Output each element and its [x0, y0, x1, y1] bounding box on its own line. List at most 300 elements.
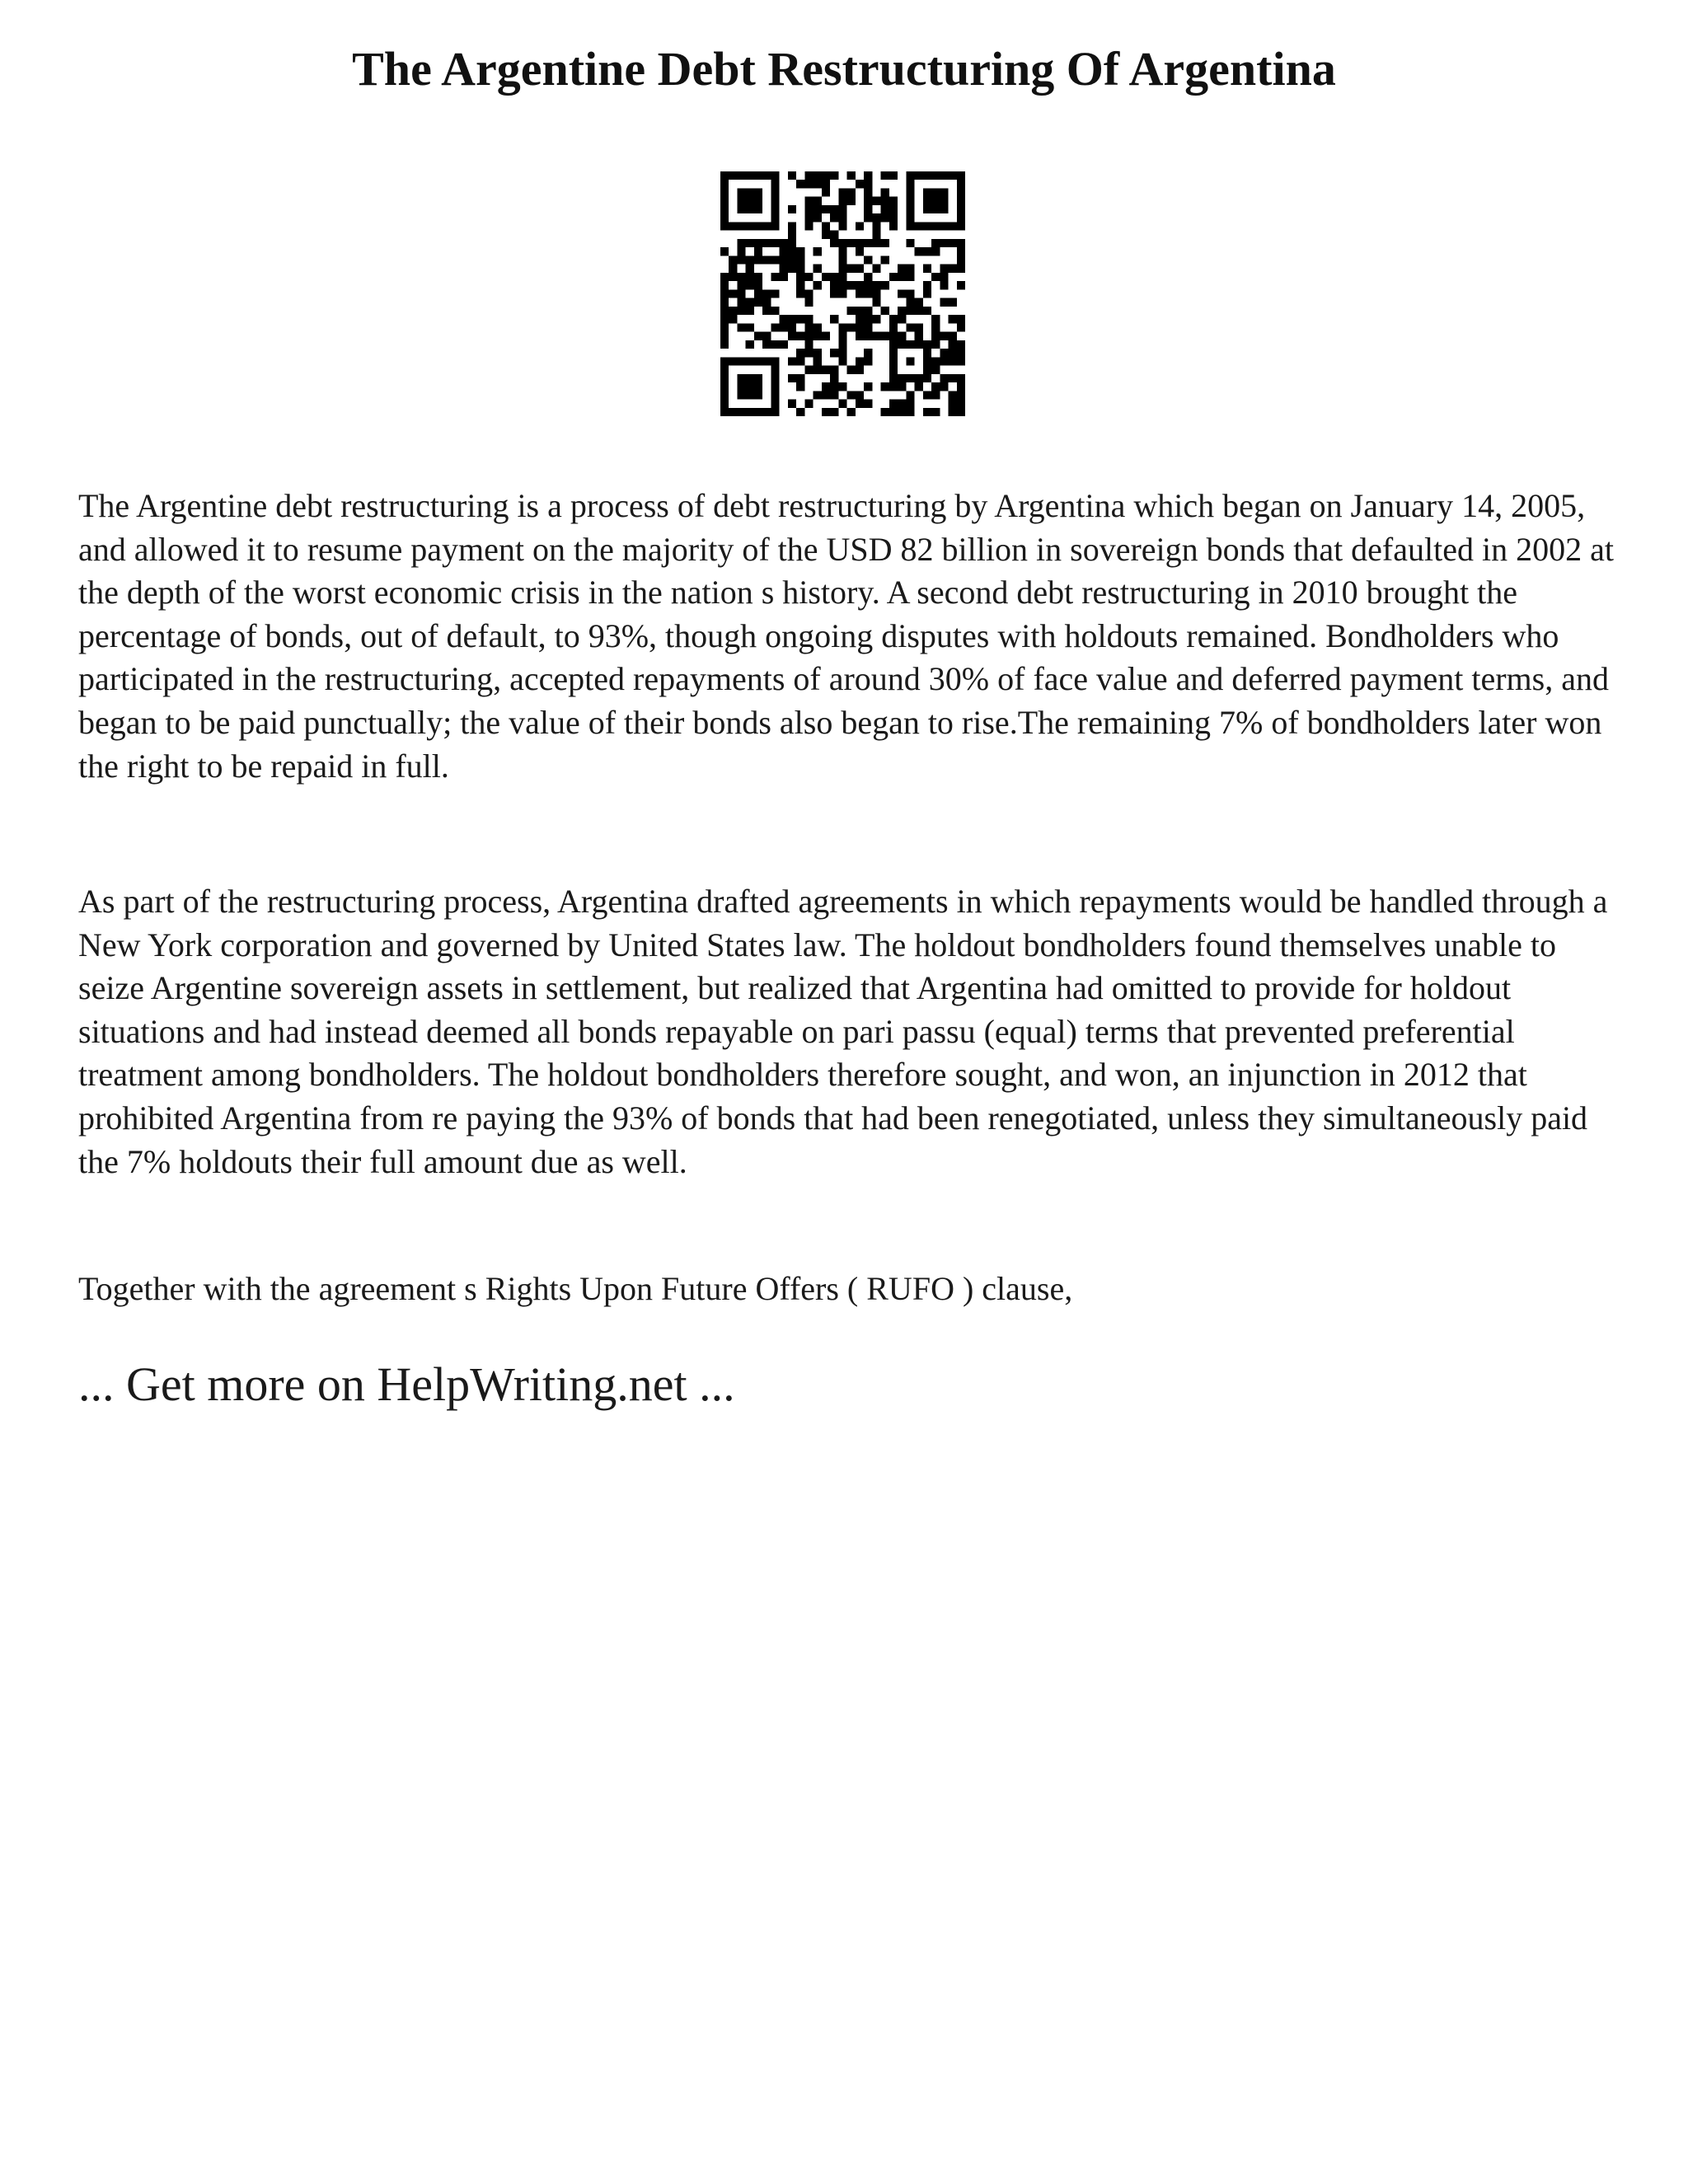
qr-module — [754, 247, 762, 255]
qr-module — [804, 222, 813, 230]
qr-module — [881, 188, 889, 196]
qr-module — [771, 273, 779, 281]
qr-module — [771, 188, 779, 196]
qr-module — [915, 247, 923, 255]
qr-module — [906, 197, 914, 205]
qr-module — [720, 340, 729, 349]
qr-module — [856, 366, 864, 374]
qr-module — [729, 408, 737, 416]
qr-module — [754, 273, 762, 281]
qr-module — [889, 205, 898, 213]
qr-module — [746, 255, 754, 264]
qr-module — [771, 323, 779, 331]
qr-module — [872, 231, 880, 239]
qr-module — [771, 222, 779, 230]
qr-module — [780, 273, 788, 281]
qr-module — [864, 400, 872, 408]
qr-module — [889, 332, 898, 340]
qr-module — [788, 222, 796, 230]
qr-module — [889, 197, 898, 205]
qr-module — [771, 400, 779, 408]
qr-module — [754, 382, 762, 391]
qr-module — [720, 408, 729, 416]
qr-module — [720, 323, 729, 331]
qr-module — [898, 340, 906, 349]
qr-module — [957, 340, 965, 349]
qr-module — [838, 205, 846, 213]
qr-module — [957, 188, 965, 196]
qr-module — [788, 400, 796, 408]
qr-module — [940, 382, 948, 391]
qr-module — [957, 374, 965, 382]
qr-module — [931, 366, 940, 374]
qr-module — [915, 332, 923, 340]
qr-module — [830, 273, 838, 281]
qr-module — [872, 281, 880, 289]
qr-module — [746, 298, 754, 307]
qr-module — [814, 180, 822, 188]
qr-module — [889, 374, 898, 382]
qr-module — [847, 307, 856, 315]
qr-module — [729, 265, 737, 273]
qr-module — [881, 307, 889, 315]
qr-module — [940, 349, 948, 357]
qr-module — [949, 374, 957, 382]
qr-module — [746, 239, 754, 247]
qr-module — [864, 382, 872, 391]
qr-module — [746, 340, 754, 349]
qr-module — [856, 323, 864, 331]
qr-module — [923, 281, 931, 289]
qr-module — [814, 349, 822, 357]
qr-module — [906, 180, 914, 188]
qr-module — [838, 273, 846, 281]
qr-module — [804, 323, 813, 331]
qr-module — [923, 307, 931, 315]
qr-module — [720, 171, 729, 180]
qr-module — [771, 307, 779, 315]
qr-module — [754, 188, 762, 196]
qr-module — [754, 255, 762, 264]
qr-module — [923, 366, 931, 374]
qr-module — [720, 180, 729, 188]
qr-module — [771, 366, 779, 374]
qr-module — [864, 239, 872, 247]
qr-module — [814, 281, 822, 289]
qr-module — [872, 239, 880, 247]
qr-module — [856, 289, 864, 298]
qr-module — [881, 281, 889, 289]
qr-module — [771, 255, 779, 264]
qr-module — [754, 298, 762, 307]
qr-module — [906, 357, 914, 365]
qr-module — [856, 222, 864, 230]
qr-code-icon[interactable] — [720, 171, 965, 416]
qr-module — [814, 197, 822, 205]
qr-module — [847, 239, 856, 247]
qr-module — [864, 213, 872, 222]
qr-module — [931, 171, 940, 180]
qr-module — [804, 273, 813, 281]
qr-module — [957, 315, 965, 323]
qr-module — [957, 323, 965, 331]
qr-module — [881, 197, 889, 205]
qr-module — [771, 340, 779, 349]
qr-module — [720, 315, 729, 323]
qr-module — [814, 323, 822, 331]
qr-module — [788, 205, 796, 213]
qr-module — [804, 197, 813, 205]
qr-module — [847, 366, 856, 374]
qr-module — [898, 273, 906, 281]
qr-module — [872, 222, 880, 230]
qr-module — [856, 239, 864, 247]
qr-module — [864, 180, 872, 188]
qr-module — [814, 366, 822, 374]
qr-module — [822, 222, 830, 230]
qr-module — [737, 391, 745, 399]
qr-module — [838, 255, 846, 264]
qr-module — [804, 366, 813, 374]
qr-module — [780, 255, 788, 264]
qr-module — [804, 332, 813, 340]
qr-module — [737, 188, 745, 196]
qr-module — [856, 247, 864, 255]
qr-module — [889, 366, 898, 374]
qr-module — [940, 222, 948, 230]
qr-module — [771, 382, 779, 391]
qr-module — [737, 357, 745, 365]
qr-module — [746, 374, 754, 382]
qr-module — [822, 205, 830, 213]
qr-module — [931, 357, 940, 365]
qr-module — [746, 357, 754, 365]
qr-module — [957, 281, 965, 289]
qr-module — [838, 357, 846, 365]
qr-module — [822, 171, 830, 180]
qr-module — [746, 197, 754, 205]
qr-module — [771, 239, 779, 247]
qr-module — [780, 340, 788, 349]
qr-module — [838, 222, 846, 230]
qr-module — [838, 247, 846, 255]
qr-module — [889, 382, 898, 391]
qr-module — [889, 171, 898, 180]
qr-module — [788, 357, 796, 365]
qr-module — [872, 265, 880, 273]
qr-module — [856, 391, 864, 399]
qr-module — [788, 315, 796, 323]
qr-module — [771, 180, 779, 188]
qr-module — [949, 391, 957, 399]
qr-module — [746, 171, 754, 180]
qr-module — [830, 391, 838, 399]
qr-module — [754, 289, 762, 298]
qr-module — [923, 357, 931, 365]
qr-module — [762, 307, 771, 315]
qr-module — [949, 332, 957, 340]
qr-module — [889, 273, 898, 281]
qr-module — [847, 281, 856, 289]
qr-module — [957, 255, 965, 264]
qr-module — [915, 382, 923, 391]
qr-module — [804, 171, 813, 180]
qr-module — [923, 171, 931, 180]
qr-module — [762, 332, 771, 340]
qr-module — [737, 323, 745, 331]
qr-module — [830, 408, 838, 416]
qr-module — [788, 374, 796, 382]
qr-module — [856, 281, 864, 289]
qr-module — [931, 247, 940, 255]
qr-module — [729, 357, 737, 365]
qr-module — [804, 315, 813, 323]
qr-module — [889, 408, 898, 416]
qr-module — [889, 400, 898, 408]
qr-module — [864, 197, 872, 205]
qr-module — [931, 205, 940, 213]
qr-module — [762, 357, 771, 365]
qr-module — [889, 323, 898, 331]
qr-module — [906, 307, 914, 315]
qr-module — [746, 307, 754, 315]
qr-module — [949, 400, 957, 408]
qr-module — [881, 255, 889, 264]
qr-module — [923, 197, 931, 205]
qr-module — [940, 273, 948, 281]
qr-module — [906, 408, 914, 416]
qr-module — [838, 239, 846, 247]
qr-module — [949, 357, 957, 365]
qr-module — [931, 315, 940, 323]
qr-module — [898, 307, 906, 315]
qr-module — [864, 205, 872, 213]
qr-module — [864, 255, 872, 264]
qr-module — [729, 222, 737, 230]
qr-module — [746, 188, 754, 196]
qr-module — [915, 222, 923, 230]
qr-module — [864, 357, 872, 365]
qr-module — [788, 247, 796, 255]
qr-module — [906, 205, 914, 213]
qr-module — [931, 273, 940, 281]
qr-module — [788, 171, 796, 180]
qr-module — [804, 298, 813, 307]
qr-module — [788, 265, 796, 273]
qr-module — [737, 289, 745, 298]
qr-module — [949, 315, 957, 323]
get-more-link[interactable]: ... Get more on HelpWriting.net ... — [78, 1357, 735, 1411]
qr-module — [796, 382, 804, 391]
qr-module — [940, 332, 948, 340]
qr-module — [949, 298, 957, 307]
qr-module — [754, 408, 762, 416]
qr-module — [847, 391, 856, 399]
qr-module — [940, 197, 948, 205]
qr-module — [949, 408, 957, 416]
qr-module — [754, 391, 762, 399]
qr-module — [931, 340, 940, 349]
qr-module — [720, 374, 729, 382]
qr-module — [915, 307, 923, 315]
qr-module — [771, 205, 779, 213]
qr-module — [847, 265, 856, 273]
qr-module — [838, 382, 846, 391]
qr-module — [771, 391, 779, 399]
qr-module — [940, 171, 948, 180]
qr-module — [737, 374, 745, 382]
qr-module — [940, 298, 948, 307]
qr-module — [830, 281, 838, 289]
qr-module — [856, 307, 864, 315]
qr-module — [957, 400, 965, 408]
qr-module — [931, 382, 940, 391]
qr-module — [729, 307, 737, 315]
qr-module — [915, 374, 923, 382]
qr-module — [771, 171, 779, 180]
qr-module — [780, 315, 788, 323]
qr-module — [762, 255, 771, 264]
qr-module — [856, 315, 864, 323]
qr-module — [923, 188, 931, 196]
qr-module — [856, 400, 864, 408]
qr-module — [889, 340, 898, 349]
qr-module — [720, 222, 729, 230]
qr-module — [771, 289, 779, 298]
qr-module — [754, 205, 762, 213]
qr-module — [838, 213, 846, 222]
qr-module — [762, 298, 771, 307]
qr-module — [737, 255, 745, 264]
qr-module — [889, 357, 898, 365]
qr-module — [838, 281, 846, 289]
qr-module — [906, 391, 914, 399]
qr-module — [906, 289, 914, 298]
qr-module — [889, 315, 898, 323]
qr-module — [949, 349, 957, 357]
qr-module — [957, 382, 965, 391]
qr-module — [915, 323, 923, 331]
qr-module — [940, 188, 948, 196]
qr-module — [898, 408, 906, 416]
qr-module — [940, 205, 948, 213]
qr-module — [940, 374, 948, 382]
qr-module — [720, 366, 729, 374]
qr-module — [830, 366, 838, 374]
qr-module — [720, 273, 729, 281]
qr-module — [720, 289, 729, 298]
qr-module — [780, 247, 788, 255]
qr-module — [957, 391, 965, 399]
qr-module — [906, 222, 914, 230]
qr-module — [872, 315, 880, 323]
qr-module — [931, 323, 940, 331]
qr-module — [796, 315, 804, 323]
qr-module — [796, 265, 804, 273]
qr-module — [754, 374, 762, 382]
qr-module — [762, 171, 771, 180]
qr-module — [957, 171, 965, 180]
qr-module — [864, 188, 872, 196]
qr-module — [940, 239, 948, 247]
qr-module — [814, 205, 822, 213]
qr-module — [830, 239, 838, 247]
qr-module — [957, 213, 965, 222]
qr-module — [906, 340, 914, 349]
qr-module — [856, 265, 864, 273]
qr-module — [796, 247, 804, 255]
qr-module — [838, 197, 846, 205]
qr-module — [754, 239, 762, 247]
qr-module — [898, 265, 906, 273]
qr-module — [804, 213, 813, 222]
qr-module — [856, 180, 864, 188]
qr-module — [720, 188, 729, 196]
qr-module — [838, 289, 846, 298]
qr-module — [838, 265, 846, 273]
qr-module — [915, 298, 923, 307]
qr-module — [906, 171, 914, 180]
qr-module — [830, 205, 838, 213]
qr-module — [729, 255, 737, 264]
qr-module — [830, 231, 838, 239]
qr-module — [762, 340, 771, 349]
qr-module — [838, 400, 846, 408]
qr-module — [814, 357, 822, 365]
qr-module — [737, 247, 745, 255]
qr-module — [881, 213, 889, 222]
qr-module — [881, 332, 889, 340]
qr-module — [889, 213, 898, 222]
qr-module — [957, 180, 965, 188]
qr-module — [923, 408, 931, 416]
qr-module — [847, 197, 856, 205]
qr-module — [923, 265, 931, 273]
qr-module — [872, 197, 880, 205]
paragraph-rufo-clause: Together with the agreement s Rights Upon Future Offers ( RUFO ) clause, — [78, 1270, 1073, 1307]
qr-module — [872, 298, 880, 307]
qr-module — [864, 323, 872, 331]
qr-module — [856, 332, 864, 340]
qr-module — [957, 239, 965, 247]
qr-module — [923, 349, 931, 357]
qr-module — [762, 289, 771, 298]
qr-module — [957, 197, 965, 205]
qr-module — [737, 205, 745, 213]
qr-module — [788, 231, 796, 239]
qr-module — [720, 213, 729, 222]
qr-module — [822, 391, 830, 399]
qr-module — [720, 247, 729, 255]
qr-module — [931, 332, 940, 340]
qr-module — [830, 349, 838, 357]
qr-module — [737, 307, 745, 315]
qr-module — [864, 349, 872, 357]
qr-module — [720, 400, 729, 408]
qr-module — [754, 197, 762, 205]
qr-module — [788, 255, 796, 264]
qr-module — [898, 289, 906, 298]
qr-module — [796, 289, 804, 298]
qr-module — [814, 265, 822, 273]
qr-module — [864, 332, 872, 340]
qr-module — [720, 298, 729, 307]
qr-module — [881, 205, 889, 213]
qr-module — [923, 340, 931, 349]
qr-module — [804, 289, 813, 298]
qr-module — [906, 298, 914, 307]
qr-module — [923, 391, 931, 399]
